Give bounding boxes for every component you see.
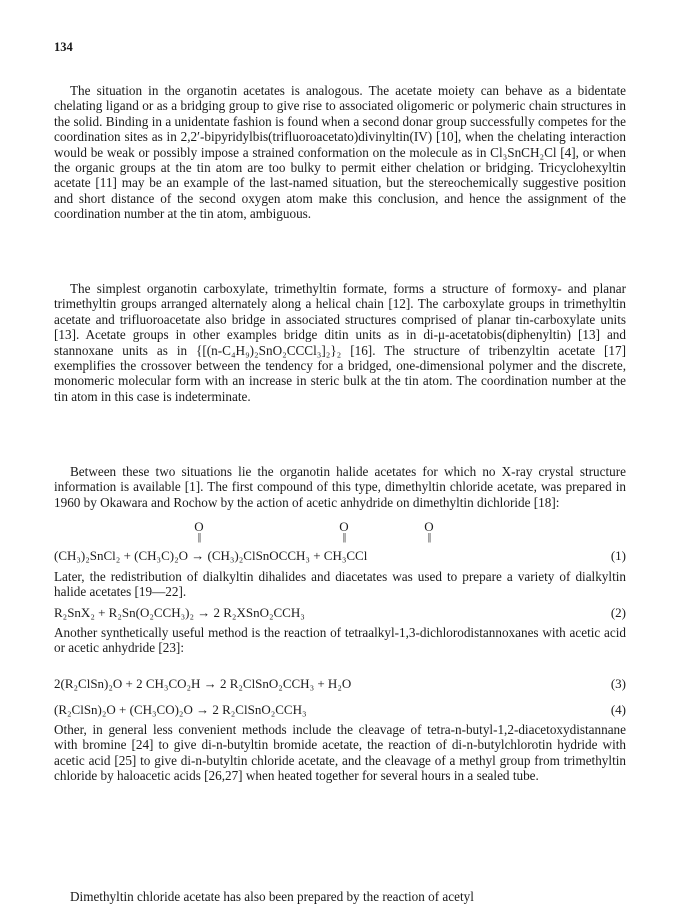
paragraph-synthetic-method: Another synthetically useful method is the reaction of tetraalkyl-1,3-dichlorodistannoxanes with acetic acid or acetic anhydride [23]: [54, 625, 626, 656]
equation-4-text: (R₂ClSn)₂O + (CH₃CO)₂O → 2 R₂ClSnO₂CCH₃ [54, 702, 307, 717]
equation-2-text: R₂SnX₂ + R₂Sn(O₂CCH₃)₂ → 2 R₂XSnO₂CCH₃ [54, 605, 305, 620]
equation-1-number: (1) [610, 548, 626, 563]
equation-3-number: (3) [610, 676, 626, 691]
carbonyl-oxygen-3: O || [424, 519, 434, 543]
equation-4-number: (4) [610, 702, 626, 717]
equation-1-text: (CH₃)₂SnCl₂ + (CH₃C)₂O → (CH₃)₂ClSnOCCH₃ + CH₃CCl [54, 548, 368, 563]
carbonyl-oxygen-2: O || [339, 519, 349, 543]
equation-3 [54, 676, 626, 692]
paragraph-redistribution: Later, the redistribution of dialkyltin dihalides and diacetates was used to prepare a variety of dialkyltin halide acetates [19—22]. [54, 569, 626, 600]
paragraph-halide-acetates: Between these two situations lie the organotin halide acetates for which no X-ray crystal structure information is available [1]. The first compound of this type, dimethyltin chloride acetate, was prepared in 1960 by Okawara and Rochow by the action of acetic anhydride on dimethyltin dichloride [18]: [54, 464, 626, 510]
paragraph-organotin-carboxylate: The simplest organotin carboxylate, trimethyltin formate, forms a structure of formoxy- and planar trimethyltin groups arranged alternately along a helical chain [12]. The carboxylate groups in trimethyltin acetate and trifluoroacetate also bridge in associated structures comprised of planar tin-carboxylate units [13]. Acetate groups in other examples bridge ditin units as in di-μ-acetatobis(diphenyltin) [13] and stannoxane units as in {[(n-C₄H₉)₂SnO₂CCCl₃]₂}₂ [16]. The structure of tribenzyltin acetate [17] exemplifies the crossover between the tendency for a bridged, one-dimensional polymer and the discrete, monomeric molecular form with an increase in steric bulk at the tin atom. The coordination number at the tin atom in this case is indeterminate. [54, 281, 626, 404]
paragraph-other-methods: Other, in general less convenient methods include the cleavage of tetra-n-butyl-1,2-diacetoxydistannane with bromine [24] to give di-n-butyltin bromide acetate, the reaction of di-n-butylchlorotin hydride with acetic acid [25] to give di-n-butyltin chloride acetate, and the cleavage of a methyl group from trimethyltin chloride by haloacetic acids [26,27] when heated together for several hours in a sealed tube. [54, 722, 626, 784]
equation-1 [54, 548, 626, 564]
paragraph-acetyl-reaction: Dimethyltin chloride acetate has also been prepared by the reaction of acetyl [70, 889, 474, 904]
equation-2-number: (2) [610, 605, 626, 620]
equation-3-text: 2(R₂ClSn)₂O + 2 CH₃CO₂H → 2 R₂ClSnO₂CCH₃ + H₂O [54, 676, 352, 691]
equation-4 [54, 702, 626, 718]
carbonyl-oxygen-1: O || [194, 519, 204, 543]
equation-2 [54, 605, 626, 621]
paragraph-organotin-acetates: The situation in the organotin acetates is analogous. The acetate moiety can behave as a bidentate chelating ligand or as a bridging group to give rise to associated oligomeric or polymeric chain structures in the solid. Binding in a unidentate fashion is found when a second donar group successfully competes for the coordination sites as in 2,2′-bipyridylbis(trifluoroacetato)divinyltin(IV) [10], when the chelating interaction would be weak or possibly impose a strained conformation on the molecule as in Cl₃SnCH₂Cl [4], or when the organic groups at the tin atom are too bulky to permit either chelation or bridging. Tricyclohexyltin acetate [11] may be an example of the last-named situation, but the stereochemically suggestive position and short distance of the second oxygen atom make this conclusion, and hence the assignment of the coordination number at the tin atom, ambiguous. [54, 83, 626, 222]
page-number: 134 [54, 40, 73, 54]
